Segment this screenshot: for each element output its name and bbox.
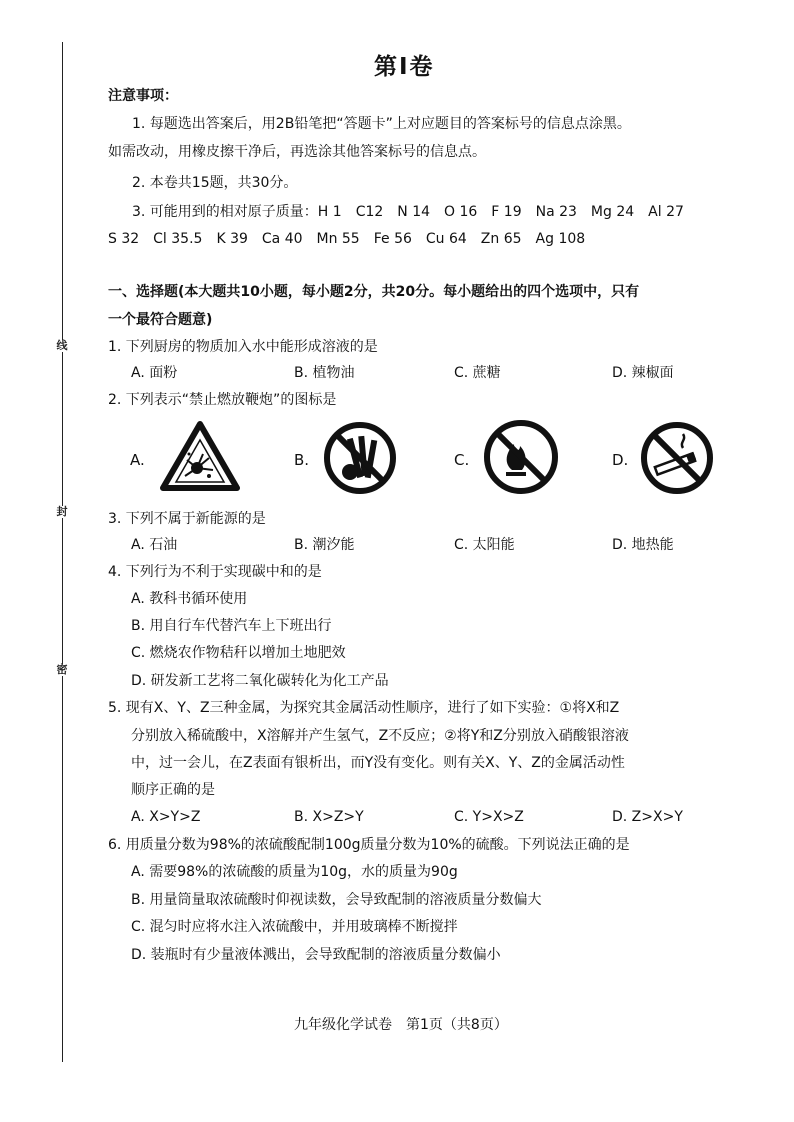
binding-mark-xian: 线 [53,340,71,352]
section-heading-line-1: 一、选择题(本大题共10小题，每小题2分，共20分。每小题给出的四个选项中，只有 [108,284,640,300]
q5-stem-line-2: 分别放入稀硫酸中，X溶解并产生氢气，Z不反应；②将Y和Z分别放入硝酸银溶液 [131,728,629,744]
binding-mark-mi: 密 [53,664,71,676]
no-firecrackers-icon [322,420,398,496]
q5-option-a: A. X>Y>Z [131,809,201,825]
q1-option-d: D. 辣椒面 [612,365,674,381]
q3-option-a: A. 石油 [131,537,178,553]
q2-option-c: C. [454,451,470,469]
section-heading-line-2: 一个最符合题意) [108,312,213,328]
q5-option-b: B. X>Z>Y [294,809,364,825]
q5-stem-line-3: 中，过一会儿，在Z表面有银析出，而Y没有变化。则有关X、Y、Z的金属活动性 [131,755,625,771]
q2-stem: 2. 下列表示“禁止燃放鞭炮”的图标是 [108,392,337,408]
q5-stem-line-4: 顺序正确的是 [131,782,215,798]
q6-option-a: A. 需要98%的浓硫酸的质量为10g，水的质量为90g [131,864,458,880]
explosive-warning-icon [159,420,241,492]
no-smoking-icon [639,420,715,496]
q6-option-b: B. 用量筒量取浓硫酸时仰视读数，会导致配制的溶液质量分数偏大 [131,892,542,908]
q4-option-a: A. 教科书循环使用 [131,591,248,607]
q4-option-c: C. 燃烧农作物秸秆以增加土地肥效 [131,645,346,661]
q2-option-a: A. [130,451,145,469]
q5-stem-line-1: 5. 现有X、Y、Z三种金属，为探究其金属活动性顺序，进行了如下实验：①将X和Z [108,700,620,716]
binding-mark-feng: 封 [53,506,71,518]
page-title: 第Ⅰ卷 [374,54,435,80]
q3-stem: 3. 下列不属于新能源的是 [108,511,266,527]
q1-option-a: A. 面粉 [131,365,178,381]
q3-option-d: D. 地热能 [612,537,674,553]
binding-line [62,42,63,1062]
notice-item-3-line-2: S 32 Cl 35.5 K 39 Ca 40 Mn 55 Fe 56 Cu 64 Zn 65 Ag 108 [108,231,586,247]
notice-item-2: 2. 本卷共15题，共30分。 [132,175,298,191]
q3-option-c: C. 太阳能 [454,537,515,553]
q1-stem: 1. 下列厨房的物质加入水中能形成溶液的是 [108,339,378,355]
q4-option-b: B. 用自行车代替汽车上下班出行 [131,618,332,634]
q6-option-d: D. 装瓶时有少量液体溅出，会导致配制的溶液质量分数偏小 [131,947,501,963]
q1-option-b: B. 植物油 [294,365,355,381]
no-open-flame-icon [482,418,560,496]
notice-item-1-line-2: 如需改动，用橡皮擦干净后，再选涂其他答案标号的信息点。 [108,144,486,160]
q4-stem: 4. 下列行为不利于实现碳中和的是 [108,564,322,580]
q5-option-c: C. Y>X>Z [454,809,524,825]
q6-stem: 6. 用质量分数为98%的浓硫酸配制100g质量分数为10%的硫酸。下列说法正确的是 [108,837,630,853]
notice-item-3-line-1: 3. 可能用到的相对原子质量：H 1 C12 N 14 O 16 F 19 Na 23 Mg 24 Al 27 [132,204,684,220]
q6-option-c: C. 混匀时应将水注入浓硫酸中，并用玻璃棒不断搅拌 [131,919,458,935]
notice-item-1-line-1: 1. 每题选出答案后，用2B铅笔把“答题卡”上对应题目的答案标号的信息点涂黑。 [132,116,631,132]
page-footer: 九年级化学试卷 第1页（共8页） [294,1017,508,1033]
notice-heading: 注意事项： [108,88,178,104]
q1-option-c: C. 蔗糖 [454,365,501,381]
q4-option-d: D. 研发新工艺将二氧化碳转化为化工产品 [131,673,389,689]
q3-option-b: B. 潮汐能 [294,537,355,553]
q5-option-d: D. Z>X>Y [612,809,683,825]
q2-option-b: B. [294,451,310,469]
q2-option-d: D. [612,451,629,469]
